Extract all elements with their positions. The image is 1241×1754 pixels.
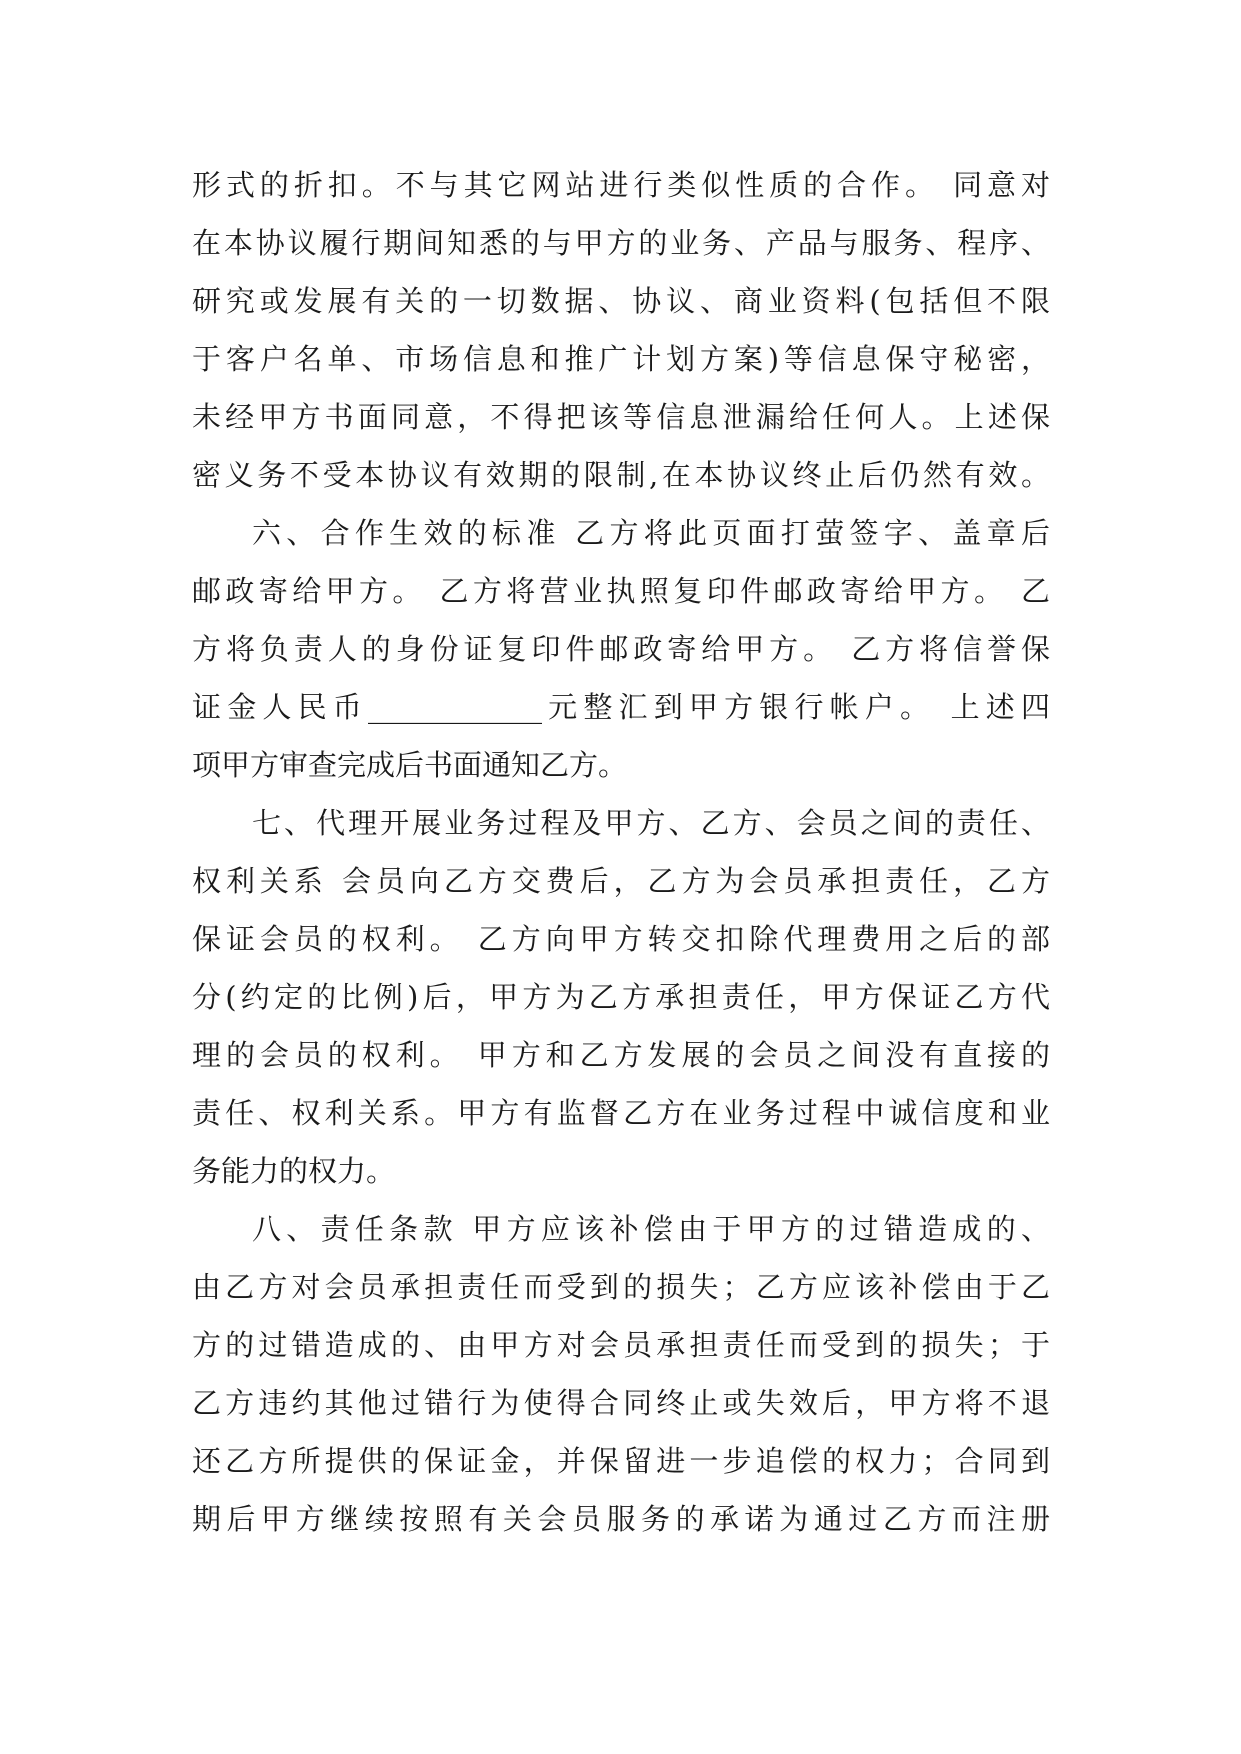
section-heading-line: 七、代理开展业务过程及甲方、乙方、会员之间的责任、 bbox=[252, 806, 1050, 840]
text-line: 研究或发展有关的一切数据、协议、商业资料(包括但不限 bbox=[192, 284, 1050, 318]
text-line: 期后甲方继续按照有关会员服务的承诺为通过乙方而注册 bbox=[192, 1502, 1050, 1536]
text-line: 权利关系 会员向乙方交费后，乙方为会员承担责任，乙方 bbox=[192, 864, 1050, 898]
text-line: 未经甲方书面同意，不得把该等信息泄漏给任何人。上述保 bbox=[192, 400, 1050, 434]
text-line: 形式的折扣。不与其它网站进行类似性质的合作。 同意对 bbox=[192, 168, 1050, 202]
text-line: 务能力的权力。 bbox=[192, 1154, 396, 1188]
section-heading-line: 八、责任条款 甲方应该补偿由于甲方的过错造成的、 bbox=[252, 1212, 1050, 1246]
text-line: 乙方违约其他过错行为使得合同终止或失效后，甲方将不退 bbox=[192, 1386, 1050, 1420]
text-line: 分(约定的比例)后，甲方为乙方承担责任，甲方保证乙方代 bbox=[192, 980, 1050, 1014]
text-line: 密义务不受本协议有效期的限制,在本协议终止后仍然有效。 bbox=[192, 458, 1050, 492]
text-line: 证金人民币____________元整汇到甲方银行帐户。 上述四 bbox=[192, 690, 1050, 724]
text-line: 项甲方审查完成后书面通知乙方。 bbox=[192, 748, 628, 782]
text-line: 还乙方所提供的保证金，并保留进一步追偿的权力；合同到 bbox=[192, 1444, 1050, 1478]
text-line: 邮政寄给甲方。 乙方将营业执照复印件邮政寄给甲方。 乙 bbox=[192, 574, 1050, 608]
text-line: 方将负责人的身份证复印件邮政寄给甲方。 乙方将信誉保 bbox=[192, 632, 1050, 666]
section-heading-line: 六、合作生效的标准 乙方将此页面打萤签字、盖章后 bbox=[252, 516, 1050, 550]
text-line: 于客户名单、市场信息和推广计划方案)等信息保守秘密， bbox=[192, 342, 1050, 376]
text-line: 理的会员的权利。 甲方和乙方发展的会员之间没有直接的 bbox=[192, 1038, 1050, 1072]
text-line: 在本协议履行期间知悉的与甲方的业务、产品与服务、程序、 bbox=[192, 226, 1050, 260]
text-line: 由乙方对会员承担责任而受到的损失；乙方应该补偿由于乙 bbox=[192, 1270, 1050, 1304]
text-line: 责任、权利关系。甲方有监督乙方在业务过程中诚信度和业 bbox=[192, 1096, 1050, 1130]
text-line: 保证会员的权利。 乙方向甲方转交扣除代理费用之后的部 bbox=[192, 922, 1050, 956]
text-line: 方的过错造成的、由甲方对会员承担责任而受到的损失；于 bbox=[192, 1328, 1050, 1362]
